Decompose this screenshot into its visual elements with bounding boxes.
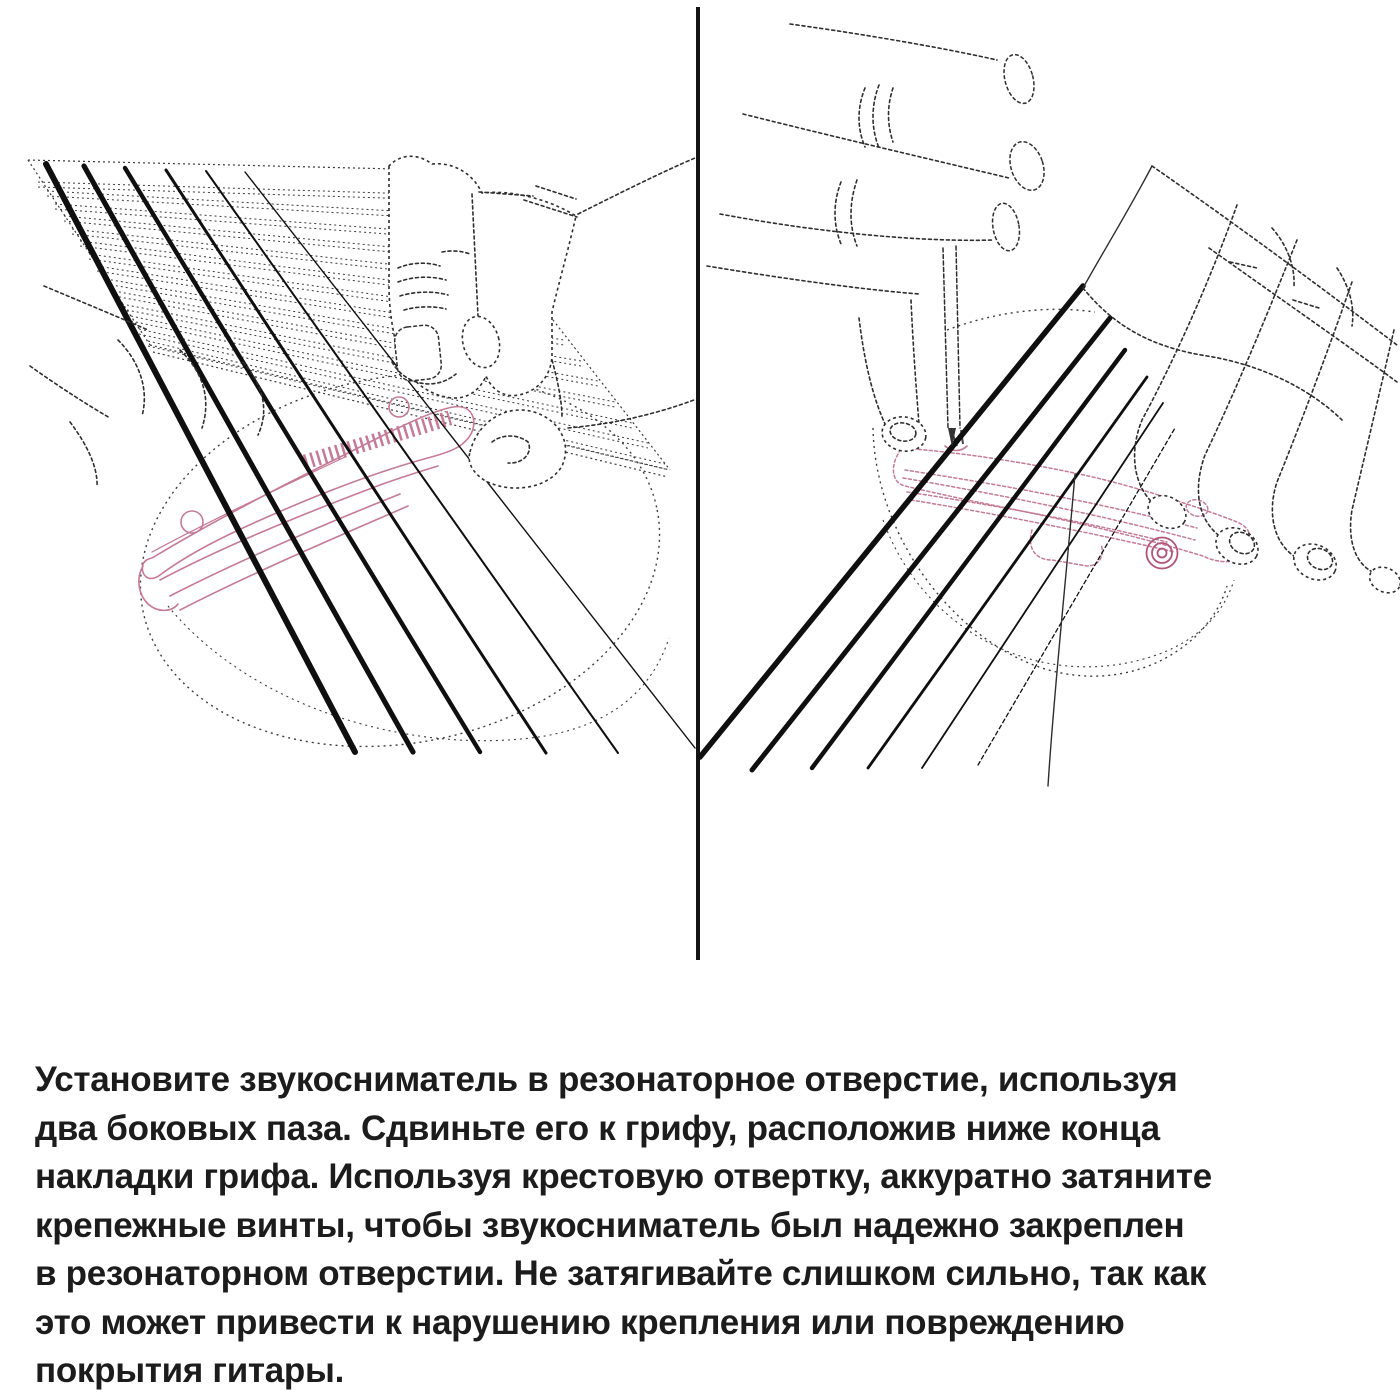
guitar-edge-line [1048,474,1075,786]
caption-line: накладки грифа. Используя крестовую отвертку, аккуратно затяните [35,1157,1212,1196]
caption-line: покрытия гитары. [35,1351,345,1390]
mounting-screw [1147,538,1178,569]
soundhole-right [873,309,1234,676]
fingertip [1288,537,1342,586]
soundhole-left [108,330,692,789]
panel-tighten-screws-illustration [697,0,1400,960]
pickup-left [139,397,474,610]
pickup-screw-hole [1184,497,1209,518]
screwdriver [943,246,960,447]
caption-line: в резонаторном отверстии. Не затягивайте слишком сильно, так как [35,1254,1207,1293]
fingertip [1142,489,1192,535]
support-hand-curves [30,286,264,487]
panel-place-pickup-illustration [0,0,697,960]
hand-pressing-pickup [389,156,695,488]
thumb [469,410,565,488]
fingertip [1210,521,1265,572]
guitar-strings-left [46,164,695,753]
caption-line: крепежные винты, чтобы звукосниматель был надежно закреплен [35,1205,1185,1245]
thumb-tip [879,413,928,454]
instruction-caption [35,1056,1371,1396]
fingernail [999,51,1039,107]
caption-line: Установите звукосниматель в резонаторное отверстие, используя [35,1060,1178,1099]
thumb [859,318,887,428]
pickup-screw-hole [181,511,203,533]
fingernail [989,201,1023,253]
pickup-pole-comb [305,418,450,462]
caption-line: это может привести к нарушению крепления или повреждению [35,1302,1125,1342]
caption-line: два боковых паза. Сдвиньте его к грифу, расположив ниже конца [35,1108,1160,1148]
fingernail [1004,137,1050,194]
fingertip [1365,562,1400,597]
